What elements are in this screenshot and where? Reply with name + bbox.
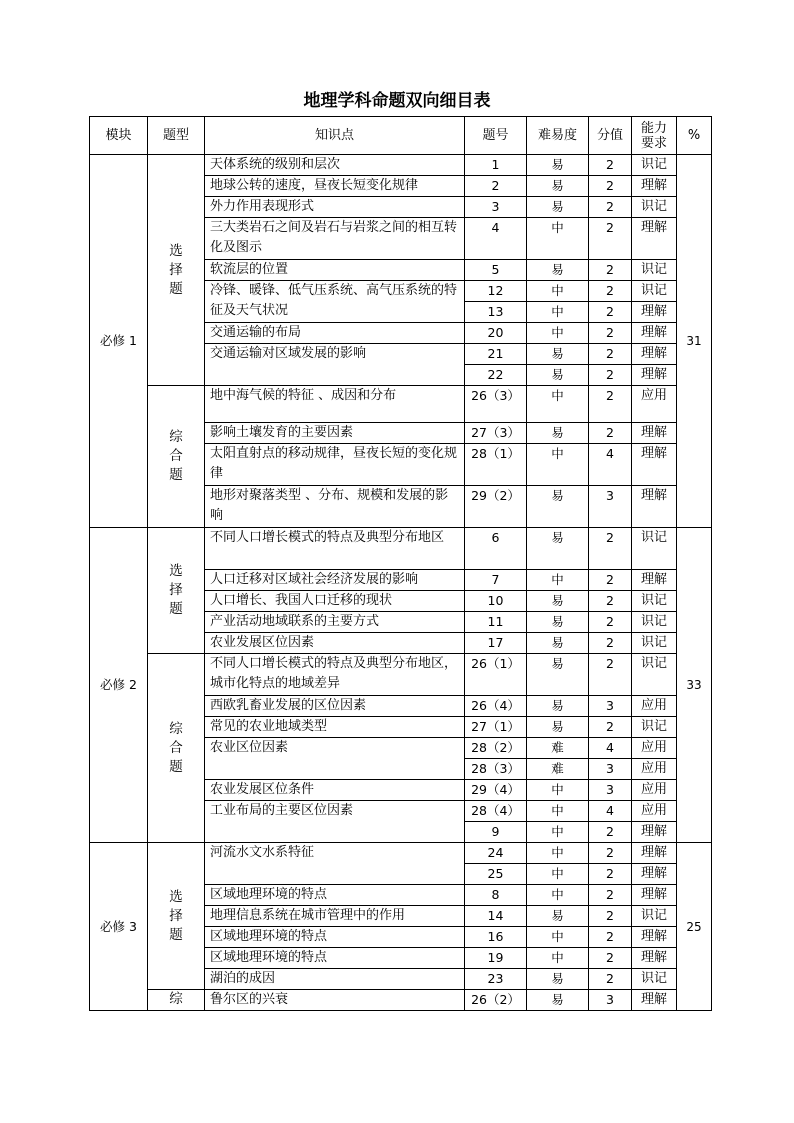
knowledge-point-cell: 区域地理环境的特点 (205, 885, 465, 906)
question-type-label: 综 (169, 991, 183, 1007)
knowledge-point-cell: 农业发展区位条件 (205, 780, 465, 801)
knowledge-point-cell: 冷锋、暖锋、低气压系统、高气压系统的特征及天气状况 (205, 281, 465, 323)
difficulty-cell: 易 (527, 969, 589, 990)
question-type-cell (148, 654, 205, 843)
ability-cell: 识记 (632, 197, 677, 218)
score-cell: 2 (589, 885, 632, 906)
question-number-cell: 29（4） (465, 780, 527, 801)
table-body (90, 155, 712, 1011)
score-cell: 3 (589, 780, 632, 801)
knowledge-point-cell: 不同人口增长模式的特点及典型分布地区 (205, 528, 465, 570)
question-number-cell: 11 (465, 612, 527, 633)
table-row (90, 155, 712, 176)
difficulty-cell: 中 (527, 302, 589, 323)
score-cell: 2 (589, 633, 632, 654)
question-number-cell: 23 (465, 969, 527, 990)
percent-cell: 25 (677, 843, 712, 1011)
knowledge-point-cell: 不同人口增长模式的特点及典型分布地区，城市化特点的地域差异 (205, 654, 465, 696)
ability-cell: 理解 (632, 843, 677, 864)
difficulty-cell: 中 (527, 927, 589, 948)
question-type-label: 选择题 (169, 888, 183, 943)
question-type-label: 选择题 (169, 563, 183, 617)
score-cell: 4 (589, 801, 632, 822)
score-cell: 2 (589, 717, 632, 738)
score-cell: 2 (589, 155, 632, 176)
difficulty-cell: 中 (527, 801, 589, 822)
question-number-cell: 19 (465, 948, 527, 969)
ability-cell: 应用 (632, 759, 677, 780)
score-cell: 2 (589, 969, 632, 990)
difficulty-cell: 中 (527, 948, 589, 969)
question-number-cell: 4 (465, 218, 527, 260)
score-cell: 4 (589, 738, 632, 759)
score-cell: 2 (589, 197, 632, 218)
difficulty-cell: 中 (527, 281, 589, 302)
difficulty-cell: 易 (527, 423, 589, 444)
difficulty-cell: 中 (527, 885, 589, 906)
score-cell: 2 (589, 344, 632, 365)
knowledge-point-cell: 地球公转的速度，昼夜长短变化规律 (205, 176, 465, 197)
ability-cell: 识记 (632, 633, 677, 654)
score-cell: 3 (589, 990, 632, 1011)
difficulty-cell: 易 (527, 528, 589, 570)
ability-cell: 识记 (632, 260, 677, 281)
score-cell: 2 (589, 948, 632, 969)
percent-cell: 31 (677, 155, 712, 528)
knowledge-point-cell: 地形对聚落类型 、分布、规模和发展的影响 (205, 486, 465, 528)
score-cell: 2 (589, 281, 632, 302)
knowledge-point-cell: 常见的农业地域类型 (205, 717, 465, 738)
ability-cell: 理解 (632, 423, 677, 444)
ability-cell: 应用 (632, 780, 677, 801)
question-number-cell: 28（3） (465, 759, 527, 780)
knowledge-point-cell: 交通运输对区域发展的影响 (205, 344, 465, 386)
knowledge-point-cell: 地理信息系统在城市管理中的作用 (205, 906, 465, 927)
header-type: 题型 (148, 117, 205, 155)
question-number-cell: 9 (465, 822, 527, 843)
ability-cell: 识记 (632, 969, 677, 990)
ability-cell: 理解 (632, 990, 677, 1011)
header-row (90, 117, 712, 155)
question-number-cell: 16 (465, 927, 527, 948)
difficulty-cell: 难 (527, 738, 589, 759)
knowledge-point-cell: 天体系统的级别和层次 (205, 155, 465, 176)
knowledge-point-cell: 西欧乳畜业发展的区位因素 (205, 696, 465, 717)
question-number-cell: 10 (465, 591, 527, 612)
knowledge-point-cell: 鲁尔区的兴衰 (205, 990, 465, 1011)
table-row (90, 990, 712, 1011)
knowledge-point-cell: 区域地理环境的特点 (205, 927, 465, 948)
difficulty-cell: 中 (527, 218, 589, 260)
table-row (90, 528, 712, 570)
question-number-cell: 20 (465, 323, 527, 344)
score-cell: 2 (589, 528, 632, 570)
ability-cell: 理解 (632, 948, 677, 969)
table-row (90, 843, 712, 864)
knowledge-point-cell: 地中海气候的特征 、成因和分布 (205, 386, 465, 423)
knowledge-point-cell: 太阳直射点的移动规律，昼夜长短的变化规律 (205, 444, 465, 486)
score-cell: 2 (589, 822, 632, 843)
score-cell: 3 (589, 486, 632, 528)
question-number-cell: 24 (465, 843, 527, 864)
ability-cell: 识记 (632, 717, 677, 738)
question-number-cell: 6 (465, 528, 527, 570)
difficulty-cell: 易 (527, 260, 589, 281)
question-type-cell (148, 990, 205, 1011)
score-cell: 2 (589, 386, 632, 423)
difficulty-cell: 中 (527, 323, 589, 344)
question-number-cell: 28（4） (465, 801, 527, 822)
difficulty-cell: 中 (527, 864, 589, 885)
ability-cell: 理解 (632, 344, 677, 365)
header-score: 分值 (589, 117, 632, 155)
difficulty-cell: 中 (527, 780, 589, 801)
question-number-cell: 25 (465, 864, 527, 885)
score-cell: 2 (589, 843, 632, 864)
knowledge-point-cell: 三大类岩石之间及岩石与岩浆之间的相互转化及图示 (205, 218, 465, 260)
difficulty-cell: 难 (527, 759, 589, 780)
ability-cell: 应用 (632, 801, 677, 822)
question-number-cell: 28（1） (465, 444, 527, 486)
difficulty-cell: 易 (527, 906, 589, 927)
ability-cell: 理解 (632, 885, 677, 906)
header-ability (632, 117, 677, 155)
score-cell: 3 (589, 696, 632, 717)
score-cell: 2 (589, 864, 632, 885)
score-cell: 2 (589, 260, 632, 281)
question-number-cell: 26（4） (465, 696, 527, 717)
header-knowledge: 知识点 (205, 117, 465, 155)
question-type-label: 选择题 (169, 242, 183, 297)
question-number-cell: 7 (465, 570, 527, 591)
question-number-cell: 27（3） (465, 423, 527, 444)
knowledge-point-cell: 人口迁移对区域社会经济发展的影响 (205, 570, 465, 591)
score-cell: 2 (589, 570, 632, 591)
difficulty-cell: 中 (527, 843, 589, 864)
score-cell: 2 (589, 612, 632, 633)
module-cell: 必修 1 (90, 155, 148, 528)
score-cell: 2 (589, 302, 632, 323)
table-row (90, 386, 712, 423)
score-cell: 2 (589, 365, 632, 386)
knowledge-point-cell: 农业发展区位因素 (205, 633, 465, 654)
module-cell: 必修 2 (90, 528, 148, 843)
question-number-cell: 13 (465, 302, 527, 323)
question-type-cell (148, 155, 205, 386)
difficulty-cell: 易 (527, 591, 589, 612)
ability-cell: 理解 (632, 927, 677, 948)
ability-cell: 理解 (632, 218, 677, 260)
difficulty-cell: 易 (527, 365, 589, 386)
question-number-cell: 3 (465, 197, 527, 218)
difficulty-cell: 易 (527, 654, 589, 696)
ability-cell: 识记 (632, 528, 677, 570)
difficulty-cell: 易 (527, 612, 589, 633)
question-number-cell: 5 (465, 260, 527, 281)
score-cell: 2 (589, 218, 632, 260)
score-cell: 2 (589, 906, 632, 927)
ability-cell: 识记 (632, 155, 677, 176)
question-type-cell (148, 386, 205, 528)
percent-cell: 33 (677, 528, 712, 843)
header-percent: % (677, 117, 712, 155)
ability-cell: 理解 (632, 444, 677, 486)
header-number: 题号 (465, 117, 527, 155)
difficulty-cell: 易 (527, 990, 589, 1011)
question-number-cell: 2 (465, 176, 527, 197)
difficulty-cell: 中 (527, 822, 589, 843)
knowledge-point-cell: 影响土壤发育的主要因素 (205, 423, 465, 444)
ability-cell: 理解 (632, 822, 677, 843)
knowledge-point-cell: 外力作用表现形式 (205, 197, 465, 218)
ability-cell: 识记 (632, 281, 677, 302)
ability-cell: 理解 (632, 570, 677, 591)
ability-cell: 识记 (632, 591, 677, 612)
knowledge-point-cell: 工业布局的主要区位因素 (205, 801, 465, 843)
ability-cell: 理解 (632, 323, 677, 344)
score-cell: 2 (589, 423, 632, 444)
ability-cell: 识记 (632, 654, 677, 696)
page-title: 地理学科命题双向细目表 (303, 91, 491, 111)
difficulty-cell: 易 (527, 344, 589, 365)
knowledge-point-cell: 人口增长、我国人口迁移的现状 (205, 591, 465, 612)
difficulty-cell: 易 (527, 486, 589, 528)
ability-cell: 理解 (632, 302, 677, 323)
ability-cell: 识记 (632, 906, 677, 927)
difficulty-cell: 易 (527, 717, 589, 738)
question-number-cell: 26（1） (465, 654, 527, 696)
header-difficulty: 难易度 (527, 117, 589, 155)
difficulty-cell: 中 (527, 386, 589, 423)
ability-cell: 应用 (632, 738, 677, 759)
knowledge-point-cell: 区域地理环境的特点 (205, 948, 465, 969)
score-cell: 2 (589, 927, 632, 948)
difficulty-cell: 易 (527, 155, 589, 176)
question-number-cell: 26（2） (465, 990, 527, 1011)
ability-cell: 应用 (632, 696, 677, 717)
ability-cell: 理解 (632, 176, 677, 197)
knowledge-point-cell: 交通运输的布局 (205, 323, 465, 344)
difficulty-cell: 易 (527, 197, 589, 218)
question-type-cell (148, 843, 205, 990)
ability-cell: 应用 (632, 386, 677, 423)
ability-cell: 理解 (632, 365, 677, 386)
difficulty-cell: 易 (527, 176, 589, 197)
module-cell: 必修 3 (90, 843, 148, 1011)
ability-cell: 理解 (632, 864, 677, 885)
header-ability-text: 能力要求 (640, 120, 667, 151)
ability-cell: 识记 (632, 612, 677, 633)
knowledge-point-cell: 河流水文水系特征 (205, 843, 465, 885)
specification-table (89, 116, 712, 1011)
question-number-cell: 17 (465, 633, 527, 654)
question-number-cell: 8 (465, 885, 527, 906)
score-cell: 2 (589, 323, 632, 344)
ability-cell: 理解 (632, 486, 677, 528)
question-number-cell: 28（2） (465, 738, 527, 759)
difficulty-cell: 中 (527, 570, 589, 591)
question-number-cell: 12 (465, 281, 527, 302)
question-number-cell: 29（2） (465, 486, 527, 528)
question-number-cell: 21 (465, 344, 527, 365)
score-cell: 2 (589, 654, 632, 696)
knowledge-point-cell: 湖泊的成因 (205, 969, 465, 990)
question-number-cell: 14 (465, 906, 527, 927)
score-cell: 4 (589, 444, 632, 486)
question-number-cell: 1 (465, 155, 527, 176)
difficulty-cell: 中 (527, 444, 589, 486)
question-type-label: 综合题 (169, 720, 183, 775)
question-number-cell: 22 (465, 365, 527, 386)
question-number-cell: 26（3） (465, 386, 527, 423)
question-type-cell (148, 528, 205, 654)
difficulty-cell: 易 (527, 633, 589, 654)
knowledge-point-cell: 产业活动地域联系的主要方式 (205, 612, 465, 633)
header-module: 模块 (90, 117, 148, 155)
score-cell: 2 (589, 176, 632, 197)
question-number-cell: 27（1） (465, 717, 527, 738)
knowledge-point-cell: 软流层的位置 (205, 260, 465, 281)
knowledge-point-cell: 农业区位因素 (205, 738, 465, 780)
table-row (90, 654, 712, 696)
score-cell: 3 (589, 759, 632, 780)
score-cell: 2 (589, 591, 632, 612)
question-type-label: 综合题 (169, 429, 183, 483)
difficulty-cell: 易 (527, 696, 589, 717)
